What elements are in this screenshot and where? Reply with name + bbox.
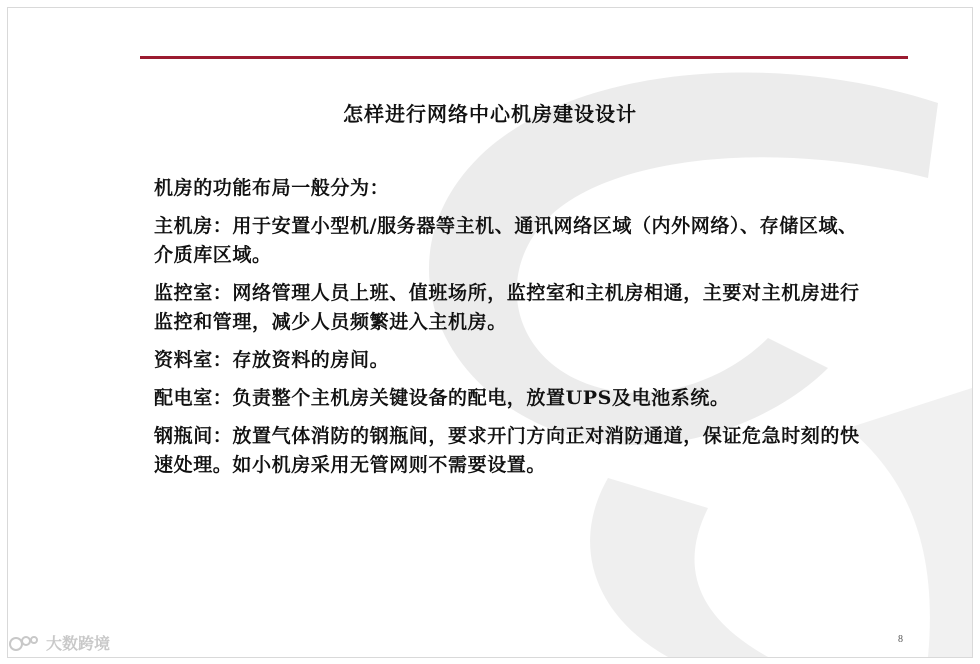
slide <box>7 7 973 658</box>
intro-paragraph: 机房的功能布局一般分为： <box>154 177 390 199</box>
paragraph-monitor-room: 监控室：网络管理人员上班、值班场所，监控室和主机房相通，主要对主机房进行监控和管理，减少人员频繁进入主机房。 <box>154 282 860 333</box>
paragraph-archive-room: 资料室：存放资料的房间。 <box>154 349 390 371</box>
title-divider <box>140 56 908 59</box>
page-number: 8 <box>898 634 903 645</box>
paragraph-cylinder-room: 钢瓶间：放置气体消防的钢瓶间，要求开门方向正对消防通道，保证危急时刻的快速处理。如小机房采用无管网则不需要设置。 <box>154 425 860 476</box>
brand-text: 大数跨境 <box>46 634 111 653</box>
slide-title: 怎样进行网络中心机房建设设计 <box>343 102 637 126</box>
brand-watermark <box>8 631 110 654</box>
paragraph-main-room: 主机房：用于安置小型机/服务器等主机、通讯网络区域（内外网络）、存储区域、介质库区域。 <box>154 215 858 266</box>
slide-body <box>154 174 874 489</box>
brand-logo-icon <box>8 633 42 653</box>
paragraph-power-room: 配电室：负责整个主机房关键设备的配电，放置UPS及电池系统。 <box>154 387 730 409</box>
